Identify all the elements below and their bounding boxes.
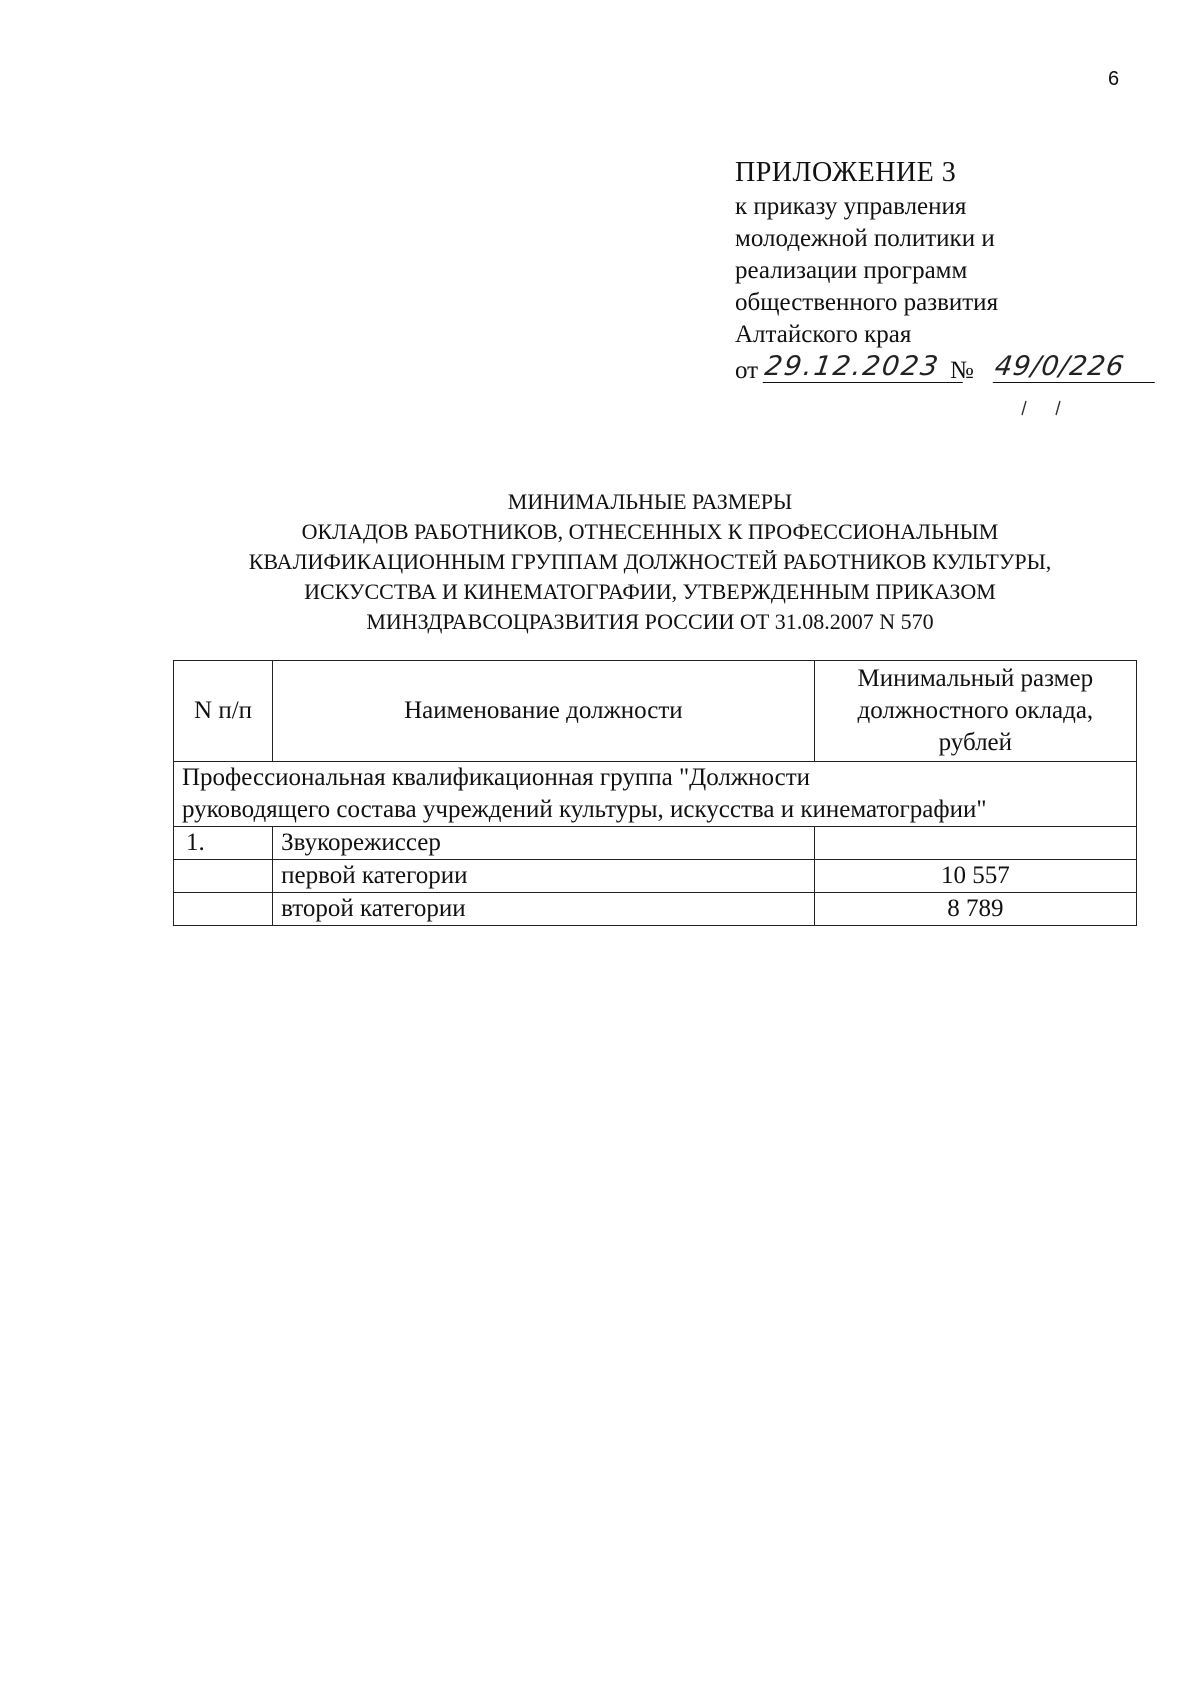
order-number-handwritten: 49/0/226 bbox=[993, 351, 1159, 383]
document-title bbox=[150, 487, 1150, 637]
title-line: ИСКУССТВА И КИНЕМАТОГРАФИИ, УТВЕРЖДЕННЫМ ПРИКАЗОМ bbox=[304, 579, 996, 604]
order-date-handwritten: 29.12.2023 bbox=[763, 351, 967, 383]
header-value-line: должностного оклада, bbox=[857, 697, 1094, 724]
date-prefix: от bbox=[735, 357, 759, 384]
row-value: 8 789 bbox=[814, 893, 1136, 926]
group-title bbox=[174, 762, 1137, 827]
appendix-line: общественного развития bbox=[735, 289, 999, 316]
row-value: 10 557 bbox=[814, 860, 1136, 893]
group-title-line: Профессиональная квалификационная группа "Должности bbox=[182, 764, 811, 791]
order-date-number-line bbox=[735, 351, 1155, 395]
header-value-line: рублей bbox=[938, 729, 1013, 756]
page-number: 6 bbox=[1108, 68, 1120, 90]
table-row bbox=[174, 860, 1137, 893]
table-header-row bbox=[174, 661, 1137, 762]
appendix-title: ПРИЛОЖЕНИЕ 3 bbox=[735, 157, 957, 188]
group-title-line: руководящего состава учреждений культуры, искусства и кинематографии" bbox=[182, 796, 987, 823]
header-num: N п/п bbox=[174, 661, 273, 762]
row-num bbox=[174, 893, 273, 926]
salary-table bbox=[173, 660, 1137, 926]
appendix-line: Алтайского края bbox=[735, 321, 912, 348]
number-prefix: № bbox=[950, 357, 974, 384]
appendix-block bbox=[735, 155, 1155, 395]
header-value bbox=[814, 661, 1136, 762]
row-num bbox=[174, 860, 273, 893]
title-line: КВАЛИФИКАЦИОННЫМ ГРУППАМ ДОЛЖНОСТЕЙ РАБОТНИКОВ КУЛЬТУРЫ, bbox=[248, 549, 1052, 574]
row-value bbox=[814, 827, 1136, 860]
appendix-line: молодежной политики и bbox=[735, 225, 995, 252]
row-name: второй категории bbox=[273, 893, 815, 926]
row-name: первой категории bbox=[273, 860, 815, 893]
header-name: Наименование должности bbox=[273, 661, 815, 762]
handwritten-marks bbox=[1020, 399, 1100, 419]
appendix-line: реализации программ bbox=[735, 257, 968, 284]
row-name: Звукорежиссер bbox=[273, 827, 815, 860]
title-line: ОКЛАДОВ РАБОТНИКОВ, ОТНЕСЕННЫХ К ПРОФЕССИОНАЛЬНЫМ bbox=[301, 519, 999, 544]
title-line: МИНИМАЛЬНЫЕ РАЗМЕРЫ bbox=[507, 489, 793, 514]
table-row bbox=[174, 827, 1137, 860]
table-row bbox=[174, 893, 1137, 926]
title-line: МИНЗДРАВСОЦРАЗВИТИЯ РОССИИ ОТ 31.08.2007 N 570 bbox=[366, 609, 934, 634]
appendix-line: к приказу управления bbox=[735, 193, 967, 220]
group-row bbox=[174, 762, 1137, 827]
row-num: 1. bbox=[174, 827, 273, 860]
header-value-line: Минимальный размер bbox=[857, 665, 1094, 692]
